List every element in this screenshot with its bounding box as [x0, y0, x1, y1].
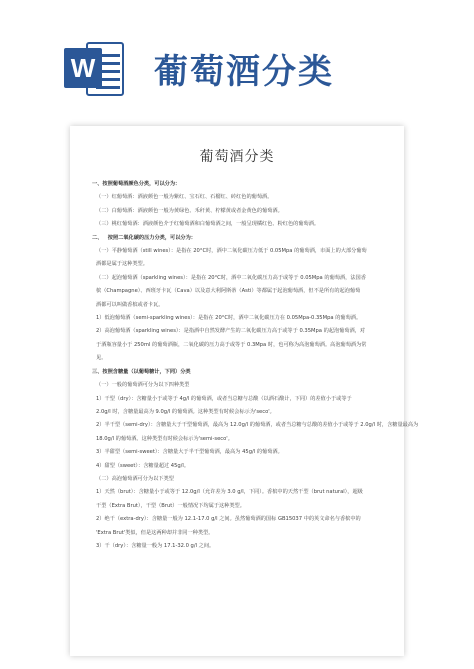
- paragraph-line: 1）低泡葡萄酒（semi-sparkling wines）：是指在 20°C时，酒中二氧化碳压力在 0.05Mpa-0.35Mpa 的葡萄酒。: [96, 315, 362, 322]
- paragraph-line: 酒都可以叫做香槟或者卡瓦。: [96, 301, 164, 308]
- word-letter-tile: W: [64, 48, 102, 88]
- header-banner: [0, 0, 474, 118]
- section-heading: 一、按照葡萄酒颜色分类，可以分为：: [92, 181, 181, 187]
- document-body: [92, 178, 419, 553]
- paragraph-line: 干型（Extra Brut），干型（Brut）一般情况下均属于这种类型。: [96, 502, 245, 509]
- paragraph-line: 见。: [96, 355, 107, 362]
- paragraph-line: （二）白葡萄酒：酒液颜色一般为黄绿色、禾秆黄、柠檬黄或者金黄色的葡萄酒。: [96, 207, 283, 214]
- paragraph-line: 1）干型（dry）：含糖量小于或等于 4g/l 的葡萄酒，或者当总糖与总酸（以酒石酸计，下同）的差值小于或等于: [96, 395, 352, 402]
- paragraph-line: 于酒瓶容量小于 250ml 的葡萄酒瓶，二氧化碳的压力高于或等于 0.3Mpa 时，也可称为高泡葡萄酒。高泡葡萄酒为常: [96, 341, 367, 348]
- paragraph-line: 槟（Champagne）、西班牙卡瓦（Cava）以及意大利阿斯蒂（Asti）等都属于起泡葡萄酒，但不是所有的起泡葡萄: [96, 288, 361, 295]
- section-heading: 三、按照含糖量（以葡萄糖计，下同）分类: [92, 368, 191, 375]
- paragraph-line: （一）一般的葡萄酒可分为以下四种类型: [96, 382, 190, 389]
- paragraph-line: 18.0g/l 的葡萄酒。这种类型有时候会标示为'semi-seco'。: [96, 435, 233, 442]
- paragraph-line: 1）天然（brut）：含糖量小于或等于 12.0g/l（允许差为 3.0 g/l，下同）。香槟中的天然干型（brut natural），超级: [96, 489, 363, 496]
- paragraph-line: 2）高泡葡萄酒（sparkling wines）：是指酒中自然发酵产生的二氧化碳压力高于或等于 0.35Mpa 的起泡葡萄酒，对: [96, 328, 366, 335]
- document-page: [70, 126, 419, 656]
- paragraph-line: （二）起泡葡萄酒（sparkling wines）：是指在 20°C时，酒中二氧化碳压力高于或等于 0.05Mpa 的葡萄酒，法国香: [96, 274, 366, 281]
- paragraph-line: 酒都是属于这种类型。: [96, 261, 148, 268]
- document-title: 葡萄酒分类: [199, 149, 275, 165]
- paragraph-line: 3）半甜型（semi-sweet）：含糖量大于半干型葡萄酒，最高为 45g/l 的葡萄酒。: [96, 449, 283, 456]
- paragraph-line: （一）平静葡萄酒（still wines）：是指在 20°C时，酒中二氧化碳压力低于 0.05Mpa 的葡萄酒，市面上的大部分葡萄: [96, 248, 367, 255]
- paragraph-line: 2.0g/l 时，含糖量最高为 9.0g/l 的葡萄酒。这种类型有时候会标示为'seco'。: [96, 408, 275, 415]
- paragraph-line: （三）桃红葡萄酒：酒液颜色介于红葡萄酒和白葡萄酒之间，一般呈现橘红色、粉红色的葡萄酒。: [96, 221, 320, 228]
- paragraph-line: （一）红葡萄酒：酒液颜色一般为紫红、宝石红、石榴红、砖红色的葡萄酒。: [96, 194, 273, 201]
- paragraph-line: 2）绝干（extra-dry）：含糖量一般为 12.1-17.0 g/l 之间。虽然葡萄酒的国标 GB15037 中的英文命名与香槟中的: [96, 516, 361, 523]
- paragraph-line: （二）高泡葡萄酒可分为以下类型: [96, 475, 174, 482]
- paragraph-line: 3）干（dry）：含糖量一般为 17.1-32.0 g/l 之间。: [96, 542, 215, 549]
- paragraph-line: 2）半干型（semi-dry）：含糖量大于干型葡萄酒，最高为 12.0g/l 的葡萄酒，或者当总糖与总酸的差值小于或等于 2.0g/l 时，含糖量最高为: [96, 422, 419, 429]
- banner-title: 葡萄酒分类: [154, 52, 334, 92]
- paragraph-line: 'Extra Brut'类似，但是这两种却并非同一种类型。: [96, 529, 214, 536]
- word-document-icon: [64, 38, 128, 100]
- section-heading: 二、 按照二氧化碳的压力分类，可以分为：: [92, 234, 196, 241]
- paragraph-line: 4）甜型（sweet）：含糖量超过 45g/l。: [96, 462, 190, 469]
